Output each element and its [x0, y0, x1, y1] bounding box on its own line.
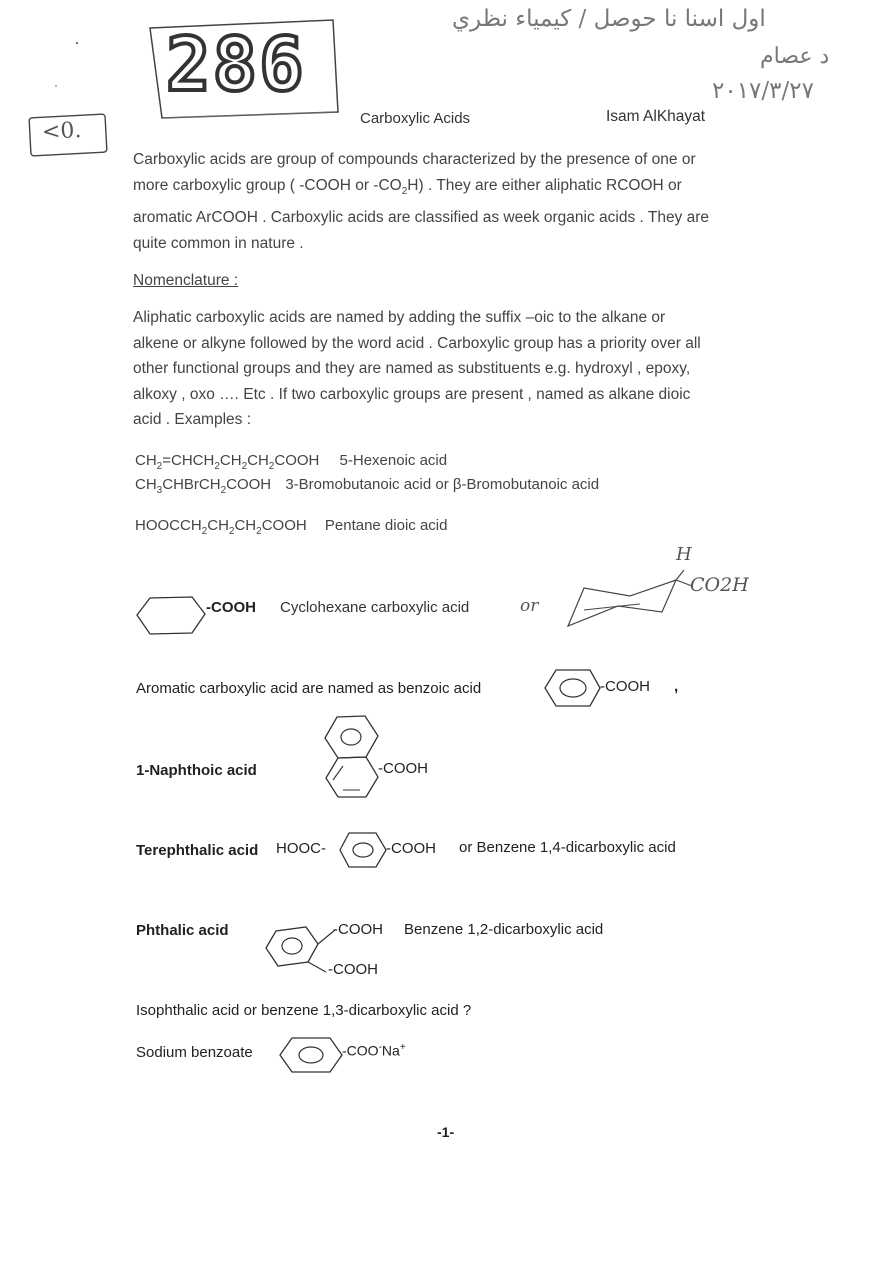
terephthalic-name: Terephthalic acid: [136, 842, 259, 859]
page-title: Carboxylic Acids: [360, 110, 471, 127]
handwritten-note-line2: د عصام: [760, 44, 830, 69]
page-number: -1-: [437, 1124, 455, 1140]
isophthalic-question: Isophthalic acid or benzene 1,3-dicarboxylic acid ?: [136, 1002, 472, 1019]
score-box-text: <0.: [41, 117, 83, 146]
benzoic-cooh: -COOH: [600, 678, 650, 695]
example-formula: $CH_3CHBrCH_2COOH$: [135, 476, 272, 496]
chair-h-label: H: [676, 544, 692, 565]
nomenclature-line: other functional groups and they are named as substituents e.g. hydroxyl , epoxy,: [133, 360, 691, 377]
cyclohexane-name: Cyclohexane carboxylic acid: [280, 599, 470, 616]
naphthoic-cooh: -COOH: [378, 760, 428, 777]
terephthalic-hooc: HOOC-: [276, 840, 326, 857]
terephthalic-cooh: -COOH: [386, 840, 436, 857]
terephthalic-alt-name: or Benzene 1,4-dicarboxylic acid: [459, 839, 676, 856]
nomenclature-line: Aliphatic carboxylic acids are named by adding the suffix –oic to the alkane or: [133, 309, 666, 326]
nomenclature-line: alkoxy , oxo …. Etc . If two carboxylic groups are present , named as alkane dioic: [133, 385, 691, 403]
nomenclature-line: alkene or alkyne followed by the word acid . Carboxylic group has a priority over all: [133, 334, 701, 352]
phthalic-alt-name: Benzene 1,2-dicarboxylic acid: [404, 921, 604, 938]
sodium-coo-group: -COO-Na+: [342, 1042, 406, 1059]
handwritten-note-line1: اول اسنا نا حوصل / كيمياء نظري: [452, 6, 766, 32]
chair-co2h-label: CO2H: [690, 574, 749, 596]
example-name: 5-Hexenoic acid: [339, 452, 448, 469]
phthalic-name: Phthalic acid: [136, 922, 229, 939]
sodium-benzoate-name: Sodium benzoate: [136, 1044, 253, 1061]
intro-line: more carboxylic group ( -COOH or $-CO_2H$) . They are either aliphatic RCOOH or: [133, 177, 682, 198]
cyclohexane-cooh: -COOH: [206, 599, 256, 616]
intro-line: quite common in nature .: [133, 235, 304, 253]
intro-line: aromatic ArCOOH . Carboxylic acids are classified as week organic acids . They are: [133, 209, 710, 227]
naphthoic-name: 1-Naphthoic acid: [136, 762, 257, 779]
cyclohexane-or: or: [520, 596, 539, 616]
nomenclature-line: acid . Examples :: [133, 411, 252, 428]
benzoic-comma: ,: [674, 678, 679, 695]
section-heading-nomenclature: Nomenclature :: [133, 272, 239, 289]
phthalic-cooh-2: -COOH: [328, 961, 378, 978]
stamp-number: 286: [166, 22, 306, 108]
example-formula: $CH_2=CHCH_2CH_2CH_2COOH$: [135, 452, 320, 472]
example-formula: $HOOCCH_2CH_2CH_2COOH$: [135, 517, 307, 537]
author-name: Isam AlKhayat: [606, 108, 706, 125]
example-name: 3-Bromobutanoic acid or β-Bromobutanoic acid: [285, 476, 600, 493]
example-name: Pentane dioic acid: [324, 517, 448, 534]
aromatic-text: Aromatic carboxylic acid are named as benzoic acid: [136, 680, 482, 697]
intro-line: Carboxylic acids are group of compounds characterized by the presence of one or: [133, 151, 696, 168]
handwritten-date: ٢٠١٧/٣/٢٧: [712, 78, 814, 104]
phthalic-cooh-1: -COOH: [333, 921, 383, 938]
